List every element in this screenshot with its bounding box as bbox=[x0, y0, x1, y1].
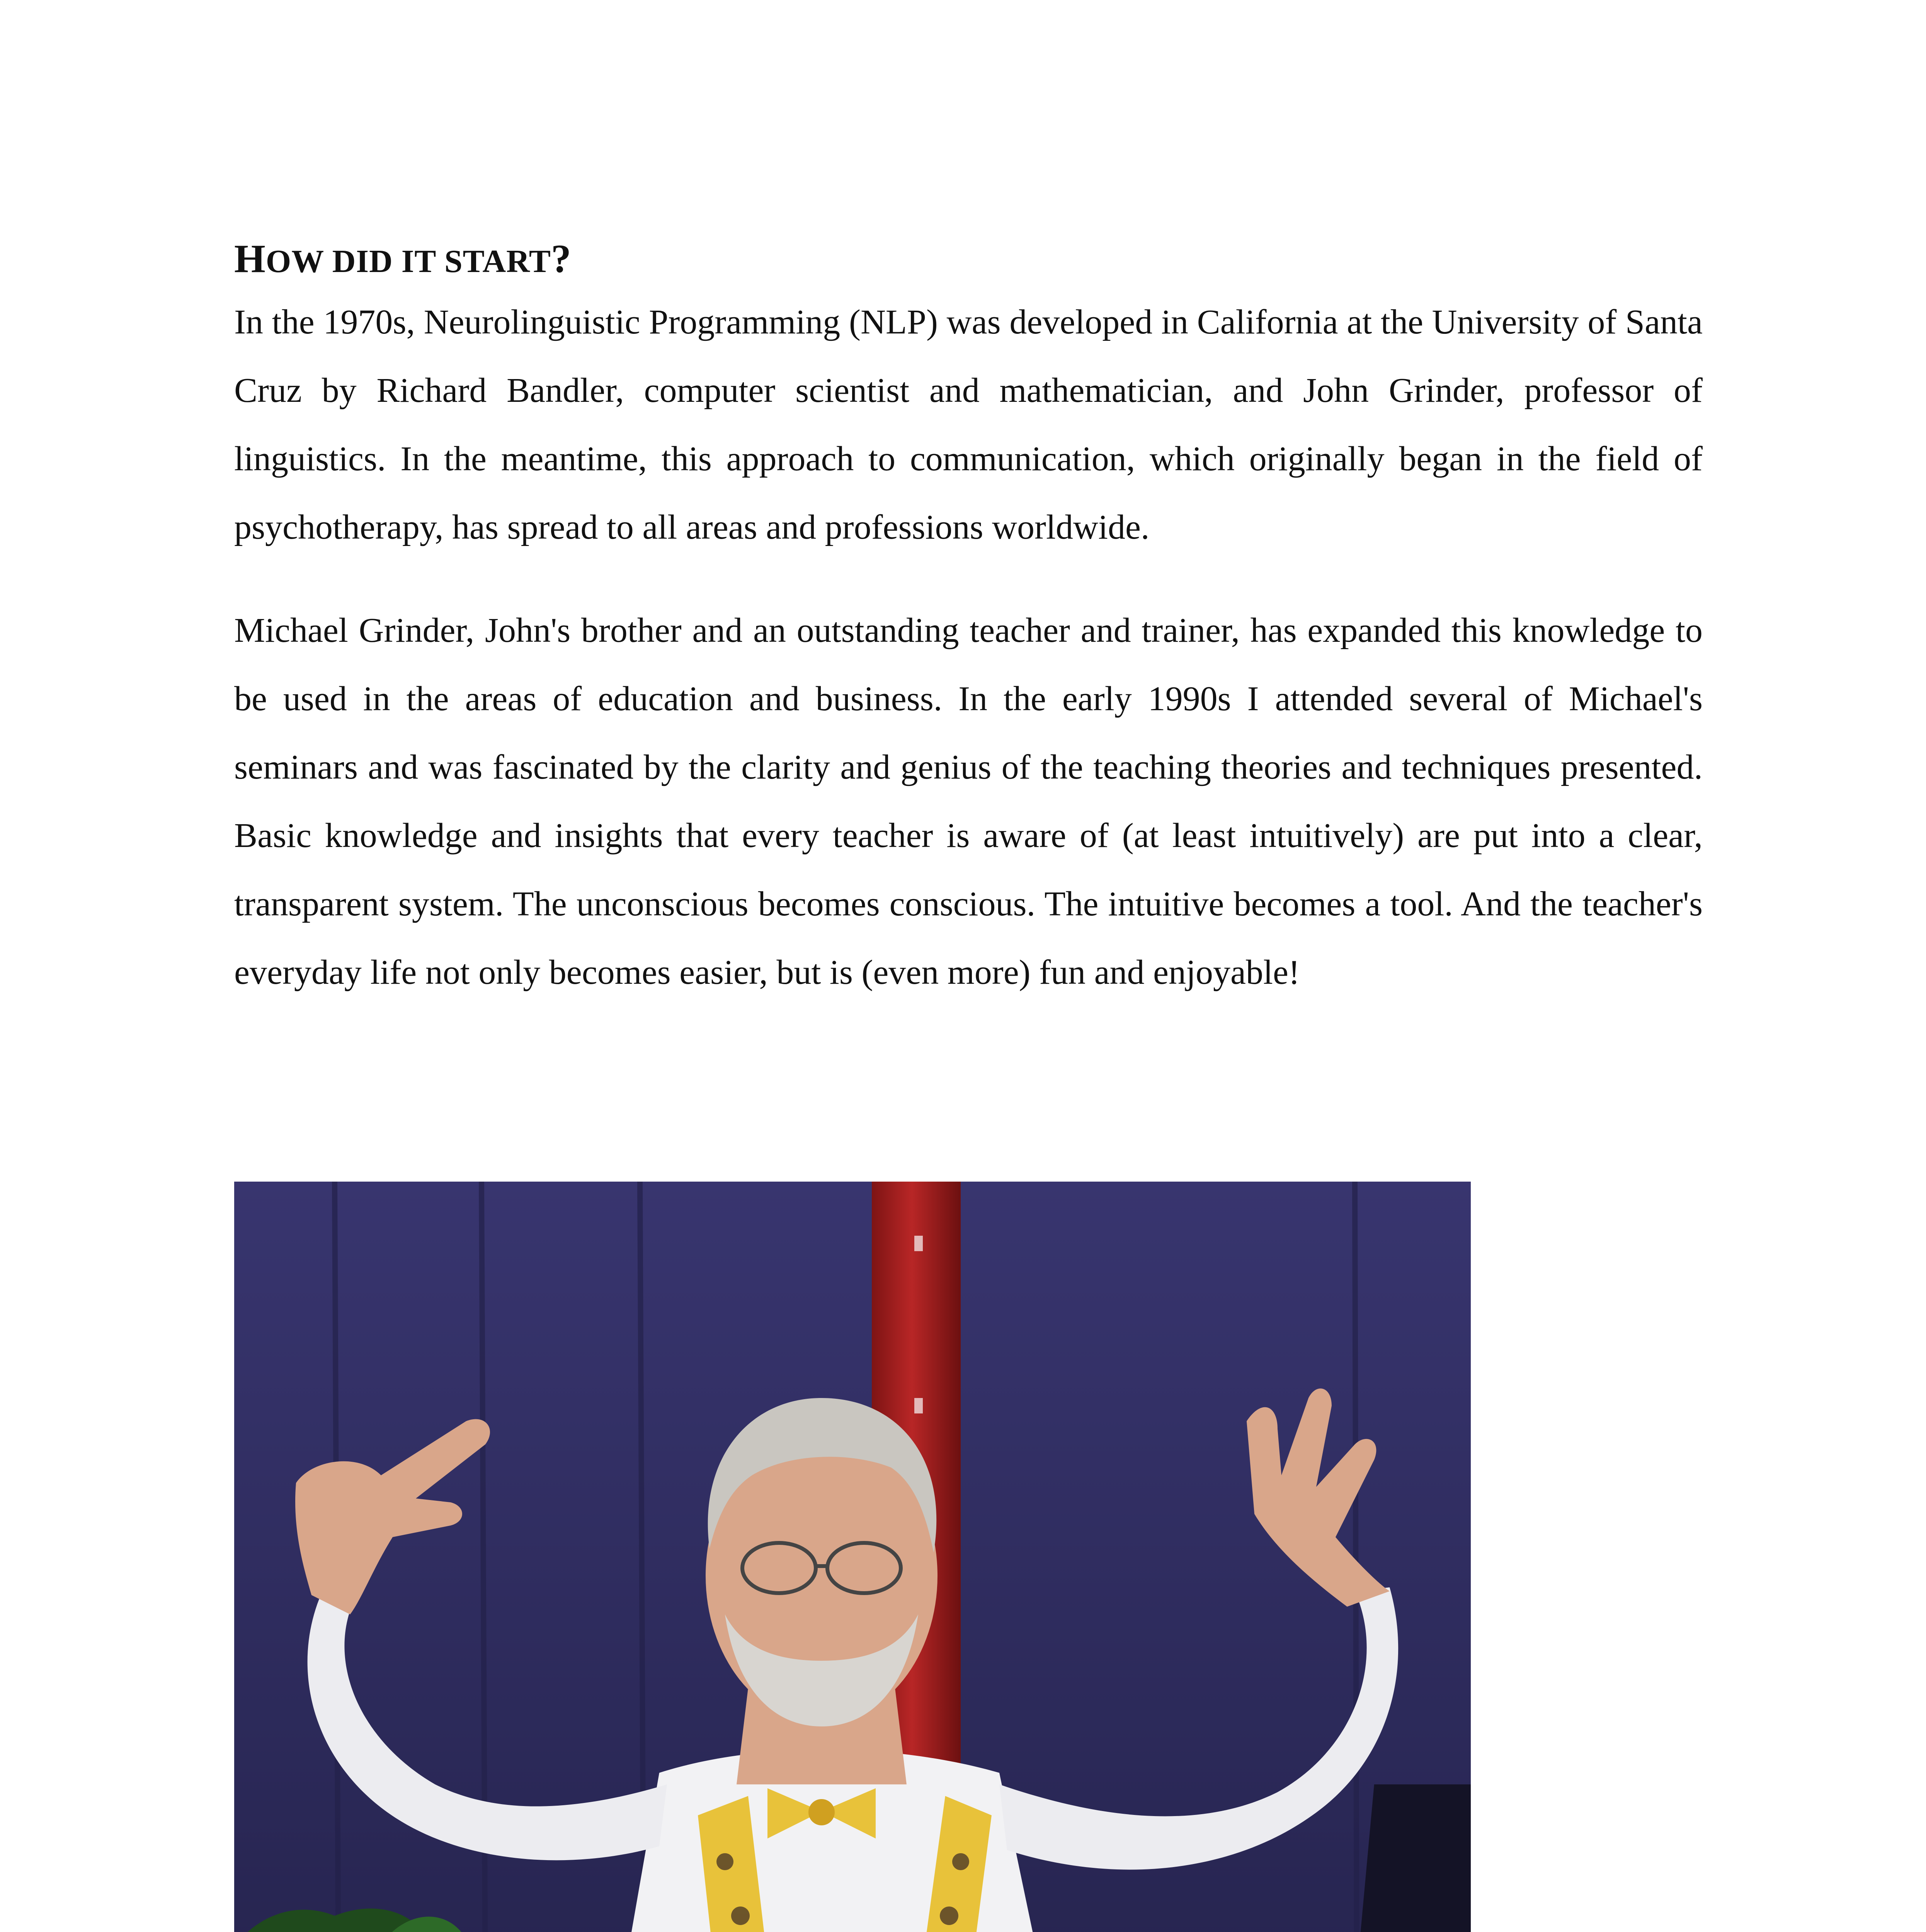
paragraph-2: Michael Grinder, John's brother and an outstanding teacher and trainer, has expanded this knowledge to be used in the areas of education and business. In the early 1990s I attended several of Michael's seminars and was fascinated by the clarity and genius of the teaching theories and techniques presented. Basic knowledge and insights that every teacher is aware of (at least intuitively) are put into a clear, transparent system. The unconscious becomes conscious. The intuitive becomes a tool. And the teacher's everyday life not only becomes easier, but is (even more) fun and enjoyable! bbox=[234, 611, 1703, 992]
section-heading bbox=[234, 236, 1703, 285]
photo-michael-grinder bbox=[234, 1182, 1471, 1932]
heading-rest: OW DID IT START bbox=[265, 243, 551, 279]
heading-initial: H bbox=[234, 236, 266, 281]
section-top bbox=[234, 236, 1703, 1007]
paragraph-1: In the 1970s, Neurolinguistic Programming (NLP) was developed in California at the University of Santa Cruz by Richard Bandler, computer scientist and mathematician, and John Grinder, professor of linguistics. In the meantime, this approach to communication, which originally began in the field of psychotherapy, has spread to all areas and professions worldwide. bbox=[234, 303, 1703, 546]
heading-end: ? bbox=[551, 236, 572, 281]
photo-illustration bbox=[234, 1182, 1471, 1932]
